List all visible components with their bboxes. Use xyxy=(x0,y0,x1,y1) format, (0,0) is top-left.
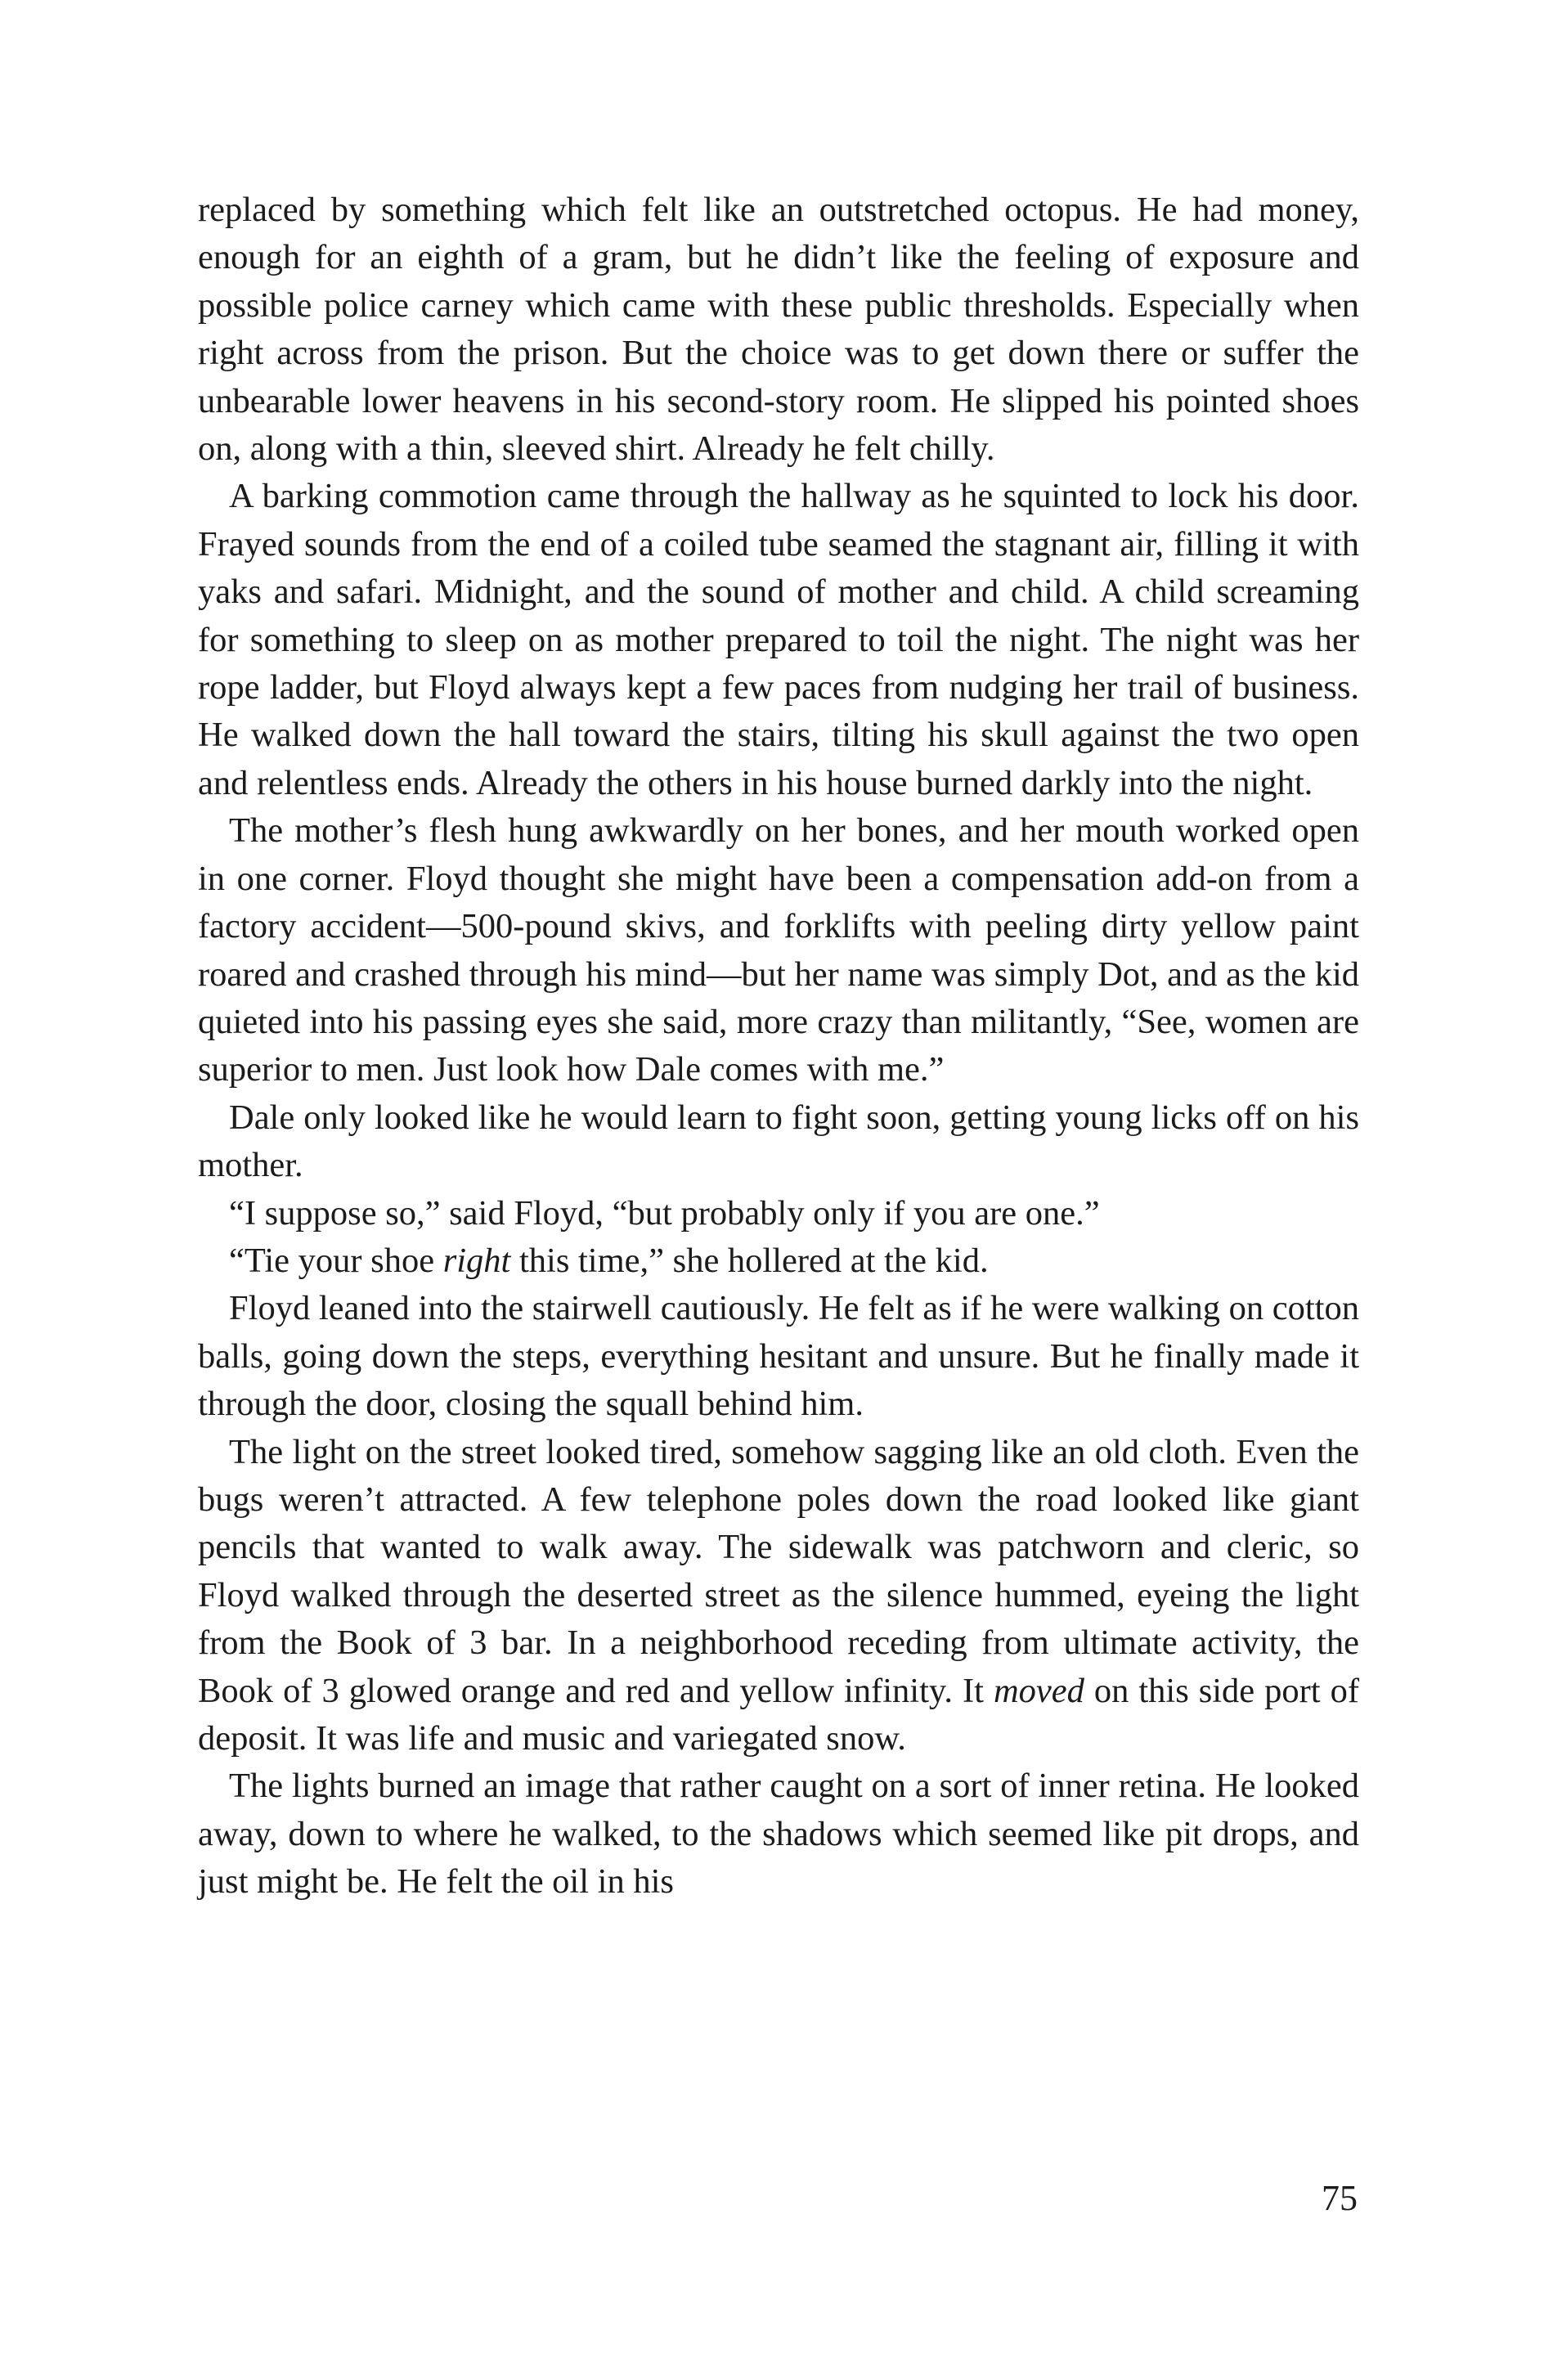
text-run: The lights burned an image that rather caught on a sort of inner retina. He looked away, down to where he walked, to the shadows which seemed like pit drops, and just might be. He felt the oil in his xyxy=(198,1767,1359,1902)
text-run: The mother’s flesh hung awkwardly on her bones, and her mouth worked open in one corner. Floyd thought she might have been a compensation add-on from a factory accident—500-pound skivs, and forklifts with peeling dirty yellow paint roared and crashed through his mind—but her name was simply Dot, and as the kid quieted into his passing eyes she said, more crazy than militantly, “See, women are superior to men. Just look how Dale comes with me.” xyxy=(198,811,1359,1089)
text-run: A barking commotion came through the hallway as he squinted to lock his door. Frayed sounds from the end of a coiled tube seamed the stagnant air, filling it with yaks and safari. Midnight, and the sound of mother and child. A child screaming for something to sleep on as mother prepared to toil the night. The night was her rope ladder, but Floyd always kept a few paces from nudging her trail of business. He walked down the hall toward the stairs, tilting his skull against the two open and relentless ends. Already the others in his house burned darkly into the night. xyxy=(198,477,1359,802)
text-run: this time,” she hollered at the kid. xyxy=(510,1241,989,1280)
body-paragraph xyxy=(198,473,1359,807)
book-page-body xyxy=(198,186,1359,1906)
text-run: “I suppose so,” said Floyd, “but probably only if you are one.” xyxy=(229,1193,1100,1233)
text-run: replaced by something which felt like an outstretched octopus. He had money, enough for an eighth of a gram, but he didn’t like the feeling of exposure and possible police carney which came with these public thresholds. Especially when right across from the prison. But the choice was to get down there or suffer the unbearable lower heavens in his second-story room. He slipped his pointed shoes on, along with a thin, sleeved shirt. Already he felt chilly. xyxy=(198,191,1359,469)
body-paragraph xyxy=(198,1094,1359,1190)
body-paragraph xyxy=(198,1237,1359,1285)
body-paragraph xyxy=(198,1763,1359,1906)
text-run: on this side port of deposit. It was life and music and variegated snow. xyxy=(198,1671,1360,1758)
body-paragraph xyxy=(198,1190,1359,1237)
italic-text: right xyxy=(442,1241,511,1280)
page-number: 75 xyxy=(1322,2178,1358,2218)
text-run: “Tie your shoe xyxy=(229,1241,443,1280)
body-paragraph xyxy=(198,186,1359,473)
text-run: Dale only looked like he would learn to fight soon, getting young licks off on his mother. xyxy=(198,1098,1359,1185)
body-paragraph xyxy=(198,1285,1359,1428)
body-paragraph xyxy=(198,807,1359,1093)
text-run: Floyd leaned into the stairwell cautiously. He felt as if he were walking on cotton balls, going down the steps, everything hesitant and unsure. But he finally made it through the door, closing the squall behind him. xyxy=(198,1289,1359,1424)
italic-text: moved xyxy=(993,1671,1084,1710)
text-run: The light on the street looked tired, somehow sagging like an old cloth. Even the bugs weren’t attracted. A few telephone poles down the road looked like giant pencils that wanted to walk away. The sidewalk was patchworn and cleric, so Floyd walked through the deserted street as the silence hummed, eyeing the light from the Book of 3 bar. In a neighborhood receding from ultimate activity, the Book of 3 glowed orange and red and yellow infinity. It xyxy=(198,1432,1359,1710)
body-paragraph xyxy=(198,1429,1359,1763)
